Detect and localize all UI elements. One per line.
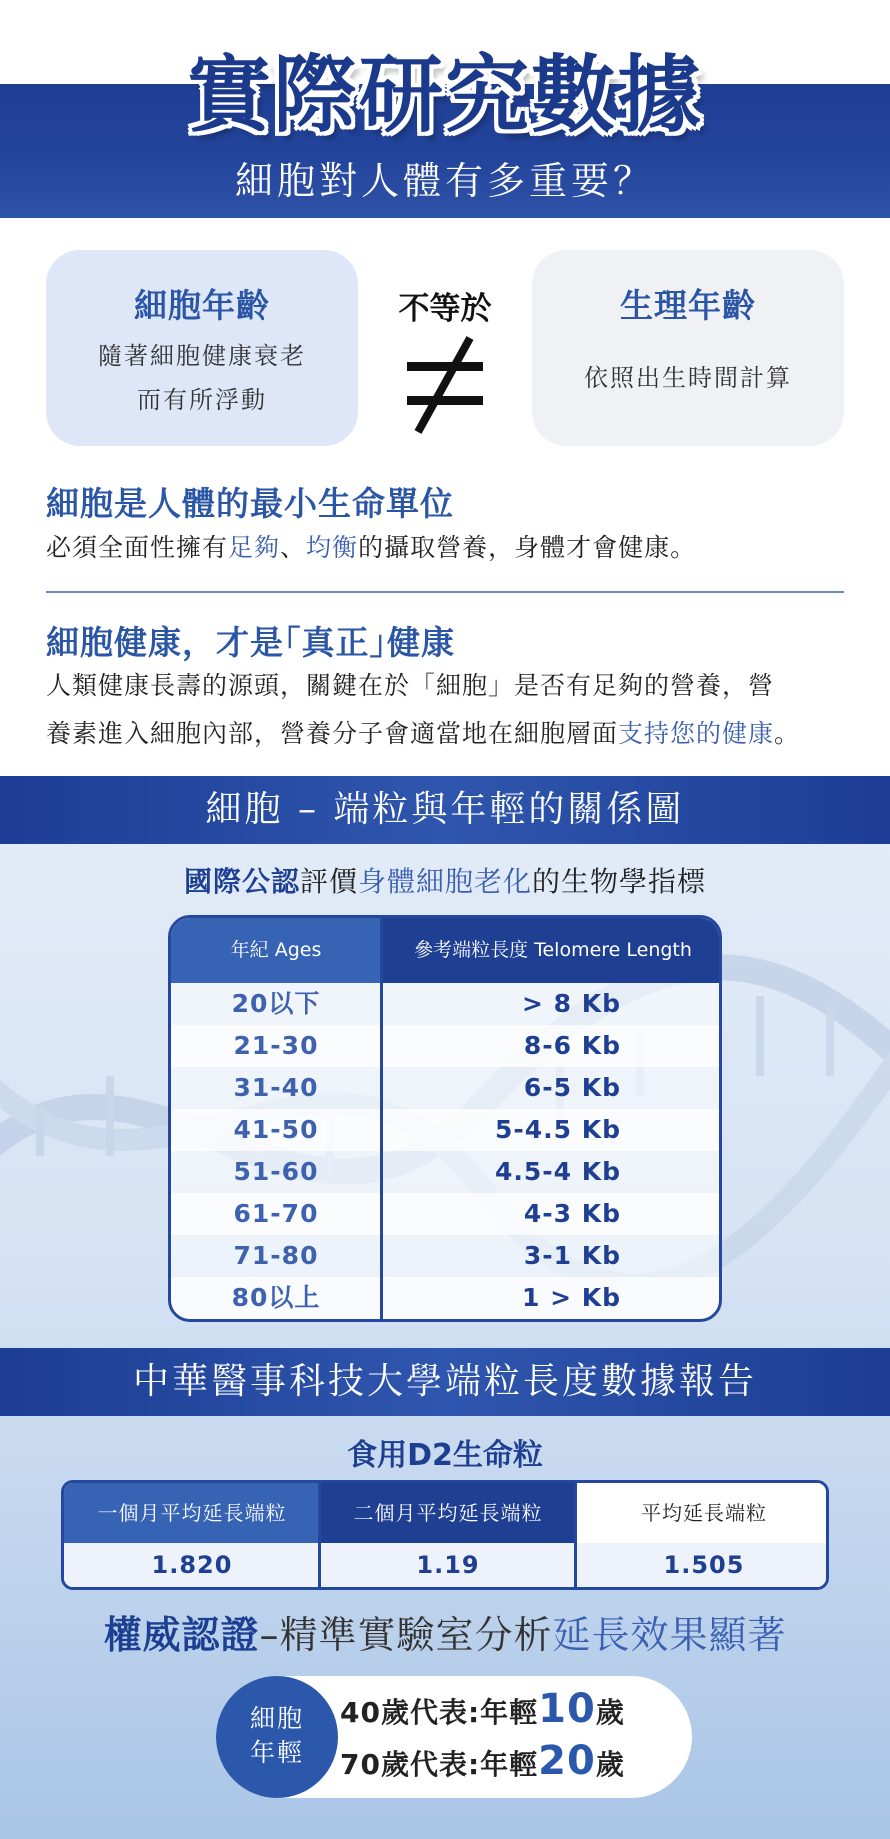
telomere-table-header bbox=[171, 918, 719, 983]
youth-line-70: 70歲代表:年輕20歲 bbox=[340, 1738, 625, 1784]
report-band-title: 中華醫事科技大學端粒長度數據報告 bbox=[0, 1348, 890, 1416]
table-row: 61-70 4-3 Kb bbox=[171, 1193, 719, 1235]
col-length-header: 參考端粒長度 Telomere Length bbox=[381, 918, 722, 983]
authority-statement: 權威認證–精準實驗室分析延長效果顯著 bbox=[103, 1613, 787, 1657]
youth-line-40: 40歲代表:年輕10歲 bbox=[340, 1686, 625, 1732]
table-row: 31-40 6-5 Kb bbox=[171, 1067, 719, 1109]
not-equal-label: 不等於 bbox=[398, 291, 492, 327]
table-row: 41-50 5-4.5 Kb bbox=[171, 1109, 719, 1151]
results-divider bbox=[574, 1483, 577, 1587]
result-header-2: 二個月平均延長端粒 bbox=[320, 1483, 576, 1543]
section2-body: 人類健康長壽的源頭，關鍵在於「細胞」是否有足夠的營養，營 養素進入細胞內部，營養分子會適當地在細胞層面支持您的健康。 bbox=[46, 671, 801, 748]
col-age-header: 年紀 Ages bbox=[171, 918, 381, 983]
page-title: 實際研究數據 bbox=[186, 46, 703, 144]
youth-badge: 細胞 年輕 bbox=[216, 1676, 338, 1798]
result-value-2: 1.19 bbox=[320, 1543, 576, 1590]
cell-age-card bbox=[46, 250, 358, 446]
cell-age-title: 細胞年齡 bbox=[134, 286, 270, 325]
result-value-1: 1.820 bbox=[64, 1543, 320, 1590]
section1-heading: 細胞是人體的最小生命單位 bbox=[46, 484, 454, 523]
table-row: 21-30 8-6 Kb bbox=[171, 1025, 719, 1067]
d2-title: 食用D2生命粒 bbox=[347, 1438, 543, 1473]
table-row: 51-60 4.5-4 Kb bbox=[171, 1151, 719, 1193]
results-table bbox=[61, 1480, 829, 1590]
section1-body: 必須全面性擁有足夠、均衡的攝取營養，身體才會健康。 bbox=[46, 533, 697, 562]
result-header-3: 平均延長端粒 bbox=[576, 1483, 829, 1543]
section2-heading: 細胞健康，才是｢真正｣健康 bbox=[46, 623, 455, 662]
physiological-age-title: 生理年齡 bbox=[620, 286, 756, 325]
cell-age-line2: 而有所浮動 bbox=[137, 386, 267, 414]
indicator-caption: 國際公認評價身體細胞老化的生物學指標 bbox=[183, 865, 707, 898]
result-value-3: 1.505 bbox=[576, 1543, 829, 1590]
not-equal-icon bbox=[380, 330, 510, 440]
divider bbox=[46, 591, 844, 593]
cell-age-line1: 隨著細胞健康衰老 bbox=[98, 342, 306, 370]
physiological-age-line1: 依照出生時間計算 bbox=[584, 364, 792, 392]
physiological-age-card bbox=[532, 250, 844, 446]
page-subtitle: 細胞對人體有多重要？ bbox=[234, 159, 655, 203]
table-row: 20以下 > 8 Kb bbox=[171, 983, 719, 1025]
telomere-table bbox=[168, 915, 722, 1322]
table-column-divider bbox=[380, 918, 383, 1319]
result-header-1: 一個月平均延長端粒 bbox=[64, 1483, 320, 1543]
telomere-band-title: 細胞 – 端粒與年輕的關係圖 bbox=[0, 776, 890, 844]
table-row: 71-80 3-1 Kb bbox=[171, 1235, 719, 1277]
results-divider bbox=[318, 1483, 321, 1587]
table-row: 80以上 1 > Kb bbox=[171, 1277, 719, 1319]
